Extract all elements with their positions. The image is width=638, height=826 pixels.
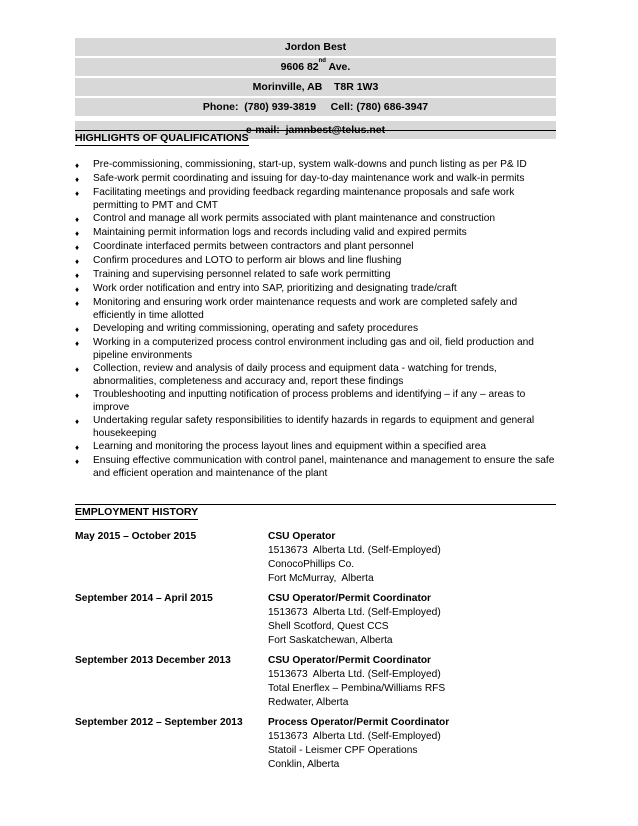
- job-detail-line: Redwater, Alberta: [268, 697, 349, 708]
- name: Jordon Best: [75, 38, 556, 56]
- job-detail-line: 1513673 Alberta Ltd. (Self-Employed): [268, 607, 441, 618]
- diamond-bullet-icon: ♦: [75, 443, 80, 452]
- job-dates: May 2015 – October 2015: [75, 531, 197, 542]
- section-rule: [75, 130, 556, 131]
- diamond-bullet-icon: ♦: [75, 161, 80, 170]
- job-detail-line: 1513673 Alberta Ltd. (Self-Employed): [268, 545, 441, 556]
- qualification-text: Safe-work permit coordinating and issuing for day-to-day maintenance work and walk-in permits: [93, 173, 525, 184]
- qualification-text: Coordinate interfaced permits between contractors and plant personnel: [93, 241, 414, 252]
- list-item: [75, 172, 560, 186]
- contact-header: [75, 38, 556, 139]
- highlights-list: [75, 158, 560, 480]
- job-details: [268, 716, 449, 772]
- list-item: [75, 362, 560, 388]
- diamond-bullet-icon: ♦: [75, 175, 80, 184]
- street-ordinal: nd: [318, 58, 326, 64]
- job-entry: [75, 530, 560, 586]
- qualification-text: Developing and writing commissioning, operating and safety procedures: [93, 323, 419, 334]
- diamond-bullet-icon: ♦: [75, 189, 80, 198]
- section-rule: [75, 504, 556, 505]
- email-line: e-mail: jamnbest@telus.net: [75, 119, 556, 139]
- diamond-bullet-icon: ♦: [75, 215, 80, 224]
- job-details: [268, 530, 441, 586]
- job-detail-line: ConocoPhillips Co.: [268, 559, 355, 570]
- job-title: CSU Operator/Permit Coordinator: [268, 593, 432, 604]
- list-item: [75, 414, 560, 440]
- job-detail-line: Fort Saskatchewan, Alberta: [268, 635, 393, 646]
- employment-list: [75, 530, 560, 778]
- list-item: [75, 226, 560, 240]
- qualification-text: Training and supervising personnel related to safe work permitting: [93, 269, 391, 280]
- diamond-bullet-icon: ♦: [75, 299, 80, 308]
- qualification-text: Ensuing effective communication with control panel, maintenance and management to ensure the safe and efficient operation and maintenance of the plant: [93, 455, 555, 479]
- job-detail-line: Fort McMurray, Alberta: [268, 573, 374, 584]
- list-item: [75, 186, 560, 212]
- diamond-bullet-icon: ♦: [75, 457, 80, 466]
- list-item: [75, 282, 560, 296]
- list-item: [75, 296, 560, 322]
- job-dates: September 2013 December 2013: [75, 655, 231, 666]
- diamond-bullet-icon: ♦: [75, 243, 80, 252]
- job-entry: [75, 654, 560, 710]
- diamond-bullet-icon: ♦: [75, 365, 80, 374]
- diamond-bullet-icon: ♦: [75, 339, 80, 348]
- list-item: [75, 454, 560, 480]
- job-details: [268, 592, 441, 648]
- diamond-bullet-icon: ♦: [75, 417, 80, 426]
- job-entry: [75, 716, 560, 772]
- diamond-bullet-icon: ♦: [75, 285, 80, 294]
- diamond-bullet-icon: ♦: [75, 271, 80, 280]
- job-detail-line: Total Enerflex – Pembina/Williams RFS: [268, 683, 446, 694]
- job-detail-line: Shell Scotford, Quest CCS: [268, 621, 389, 632]
- job-detail-line: 1513673 Alberta Ltd. (Self-Employed): [268, 731, 441, 742]
- list-item: [75, 254, 560, 268]
- phone-line: Phone: (780) 939-3819 Cell: (780) 686-3947: [75, 96, 556, 116]
- job-detail-line: 1513673 Alberta Ltd. (Self-Employed): [268, 669, 441, 680]
- job-detail-line: Statoil - Leismer CPF Operations: [268, 745, 418, 756]
- qualification-text: Work order notification and entry into SAP, prioritizing and designating trade/craft: [93, 283, 457, 294]
- list-item: [75, 440, 560, 454]
- list-item: [75, 322, 560, 336]
- list-item: [75, 158, 560, 172]
- qualification-text: Facilitating meetings and providing feedback regarding maintenance proposals and safe work permitting to PMT and CMT: [93, 187, 515, 211]
- job-detail-line: Conklin, Alberta: [268, 759, 340, 770]
- street-address: [75, 56, 556, 76]
- highlights-title: HIGHLIGHTS OF QUALIFICATIONS: [75, 132, 249, 144]
- diamond-bullet-icon: ♦: [75, 229, 80, 238]
- job-dates: September 2014 – April 2015: [75, 593, 213, 604]
- qualification-text: Learning and monitoring the process layout lines and equipment within a specified area: [93, 441, 487, 452]
- job-details: [268, 654, 445, 710]
- job-title: CSU Operator: [268, 531, 336, 542]
- job-title: CSU Operator/Permit Coordinator: [268, 655, 432, 666]
- job-title: Process Operator/Permit Coordinator: [268, 717, 450, 728]
- list-item: [75, 268, 560, 282]
- qualification-text: Control and manage all work permits associated with plant maintenance and construction: [93, 213, 496, 224]
- list-item: [75, 212, 560, 226]
- qualification-text: Confirm procedures and LOTO to perform air blows and line flushing: [93, 255, 402, 266]
- city-line: Morinville, AB T8R 1W3: [75, 76, 556, 96]
- street-suffix: Ave.: [325, 61, 351, 73]
- qualification-text: Troubleshooting and inputting notification of process problems and identifying – if any – areas to improve: [93, 389, 526, 413]
- diamond-bullet-icon: ♦: [75, 391, 80, 400]
- qualification-text: Monitoring and ensuring work order maintenance requests and work are completed safely and efficiently in time allotted: [93, 297, 518, 321]
- qualification-text: Working in a computerized process control environment including gas and oil, field production and pipeline environments: [93, 337, 534, 361]
- qualification-text: Collection, review and analysis of daily process and equipment data - watching for trends, abnormalities, completeness and accuracy and, report these findings: [93, 363, 497, 387]
- street-number: 9606 82: [280, 61, 319, 73]
- list-item: [75, 388, 560, 414]
- qualification-text: Undertaking regular safety responsibilities to identify hazards in regards to equipment and general housekeeping: [93, 415, 535, 439]
- diamond-bullet-icon: ♦: [75, 257, 80, 266]
- diamond-bullet-icon: ♦: [75, 325, 80, 334]
- qualification-text: Maintaining permit information logs and records including valid and expired permits: [93, 227, 467, 238]
- job-entry: [75, 592, 560, 648]
- job-dates: September 2012 – September 2013: [75, 717, 243, 728]
- list-item: [75, 240, 560, 254]
- qualification-text: Pre-commissioning, commissioning, start-up, system walk-downs and punch listing as per P& ID: [93, 159, 527, 170]
- list-item: [75, 336, 560, 362]
- employment-title: EMPLOYMENT HISTORY: [75, 506, 199, 518]
